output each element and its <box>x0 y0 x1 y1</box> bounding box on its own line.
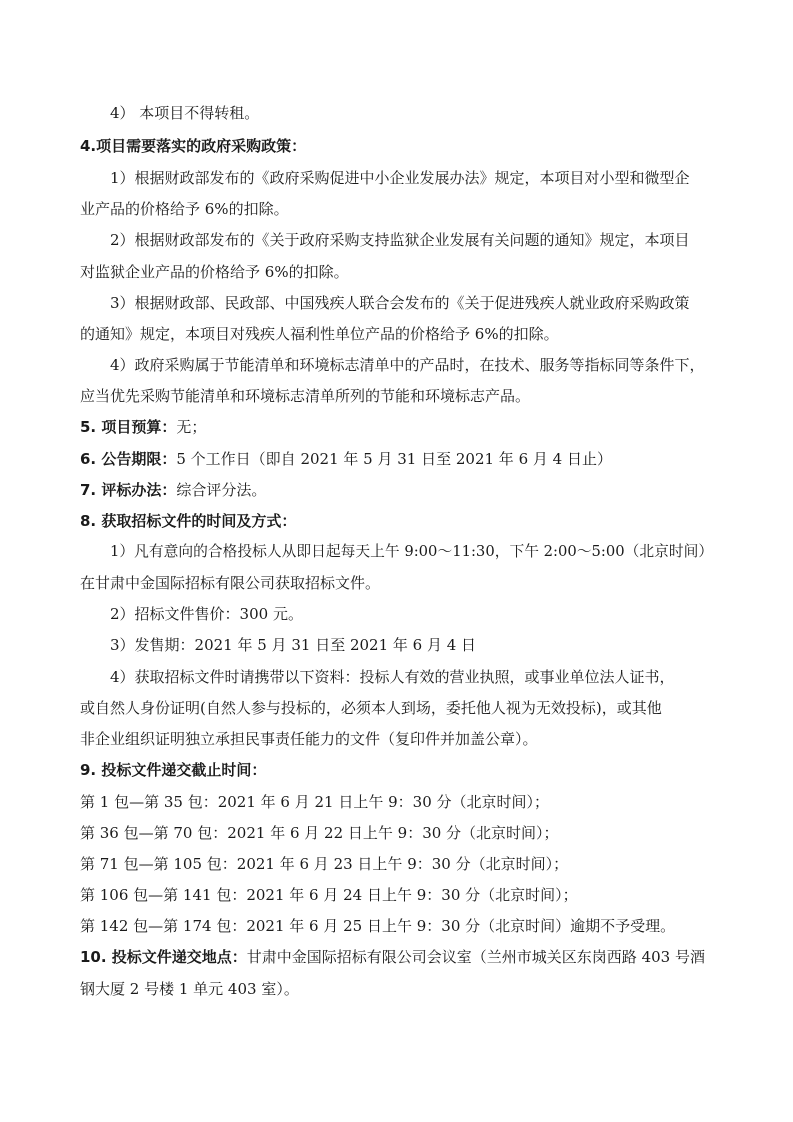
obtain-line-4: 3）发售期：2021 年 5 月 31 日至 2021 年 6 月 4 日 <box>110 636 477 654</box>
budget-label: 5. 项目预算： <box>80 418 177 436</box>
obtain-line-6: 或自然人身份证明(自然人参与投标的，必须本人到场，委托他人视为无效投标)，或其他 <box>80 699 662 717</box>
deadline-line-4: 第 106 包—第 141 包：2021 年 6 月 24 日上午 9：30 分（北京时间）； <box>80 886 578 904</box>
location-value: 甘肃中金国际招标有限公司会议室（兰州市城关区东岗西路 403 号酒 <box>246 948 705 966</box>
location-row <box>80 947 720 967</box>
obtain-line-3: 2）招标文件售价：300 元。 <box>110 605 303 623</box>
location-line-2: 钢大厦 2 号楼 1 单元 403 室）。 <box>80 980 299 998</box>
deadline-line-5: 第 142 包—第 174 包：2021 年 6 月 25 日上午 9：30 分（北京时间）逾期不予受理。 <box>80 917 676 935</box>
policy-1-line-1: 1）根据财政部发布的《政府采购促进中小企业发展办法》规定，本项目对小型和微型企 <box>110 169 690 187</box>
obtain-line-2: 在甘肃中金国际招标有限公司获取招标文件。 <box>80 574 381 592</box>
obtain-line-1: 1）凡有意向的合格投标人从即日起每天上午 9:00～11:30，下午 2:00～5:00（北京时间） <box>110 543 714 560</box>
obtain-line-5: 4）获取招标文件时请携带以下资料：投标人有效的营业执照，或事业单位法人证书， <box>110 668 675 686</box>
item-no-sublease: 4） 本项目不得转租。 <box>110 104 260 122</box>
deadline-line-1: 第 1 包—第 35 包：2021 年 6 月 21 日上午 9：30 分（北京时间）； <box>80 793 550 811</box>
obtain-line-7: 非企业组织证明独立承担民事责任能力的文件（复印件并加盖公章）。 <box>80 730 538 748</box>
policy-4-line-2: 应当优先采购节能清单和环境标志清单所列的节能和环境标志产品。 <box>80 387 531 405</box>
location-label: 10. 投标文件递交地点： <box>80 948 247 966</box>
deadline-line-3: 第 71 包—第 105 包：2021 年 6 月 23 日上午 9：30 分（北京时间）； <box>80 855 569 873</box>
method-value: 综合评分法。 <box>176 481 267 499</box>
method-label: 7. 评标办法： <box>80 481 177 499</box>
period-value: 5 个工作日（即自 2021 年 5 月 31 日至 2021 年 6 月 4 日止） <box>176 450 612 468</box>
section-8-heading: 8. 获取招标文件的时间及方式： <box>80 512 297 530</box>
policy-2-line-2: 对监狱企业产品的价格给予 6%的扣除。 <box>80 263 349 281</box>
policy-2-line-1: 2）根据财政部发布的《关于政府采购支持监狱企业发展有关问题的通知》规定，本项目 <box>110 231 690 249</box>
policy-1-line-2: 业产品的价格给予 6%的扣除。 <box>80 200 289 218</box>
section-4-heading: 4.项目需要落实的政府采购政策： <box>80 137 307 155</box>
period-label: 6. 公告期限： <box>80 450 177 468</box>
policy-3-line-1: 3）根据财政部、民政部、中国残疾人联合会发布的《关于促进残疾人就业政府采购政策 <box>110 294 690 312</box>
budget-value: 无； <box>176 418 207 436</box>
period-row <box>80 449 720 469</box>
policy-4-line-1: 4）政府采购属于节能清单和环境标志清单中的产品时，在技术、服务等指标同等条件下， <box>110 356 705 374</box>
policy-3-line-2: 的通知》规定，本项目对残疾人福利性单位产品的价格给予 6%的扣除。 <box>80 325 559 343</box>
deadline-line-2: 第 36 包—第 70 包：2021 年 6 月 22 日上午 9：30 分（北京时间）； <box>80 824 559 842</box>
section-9-heading: 9. 投标文件递交截止时间： <box>80 761 267 779</box>
method-row <box>80 480 720 500</box>
budget-row <box>80 417 720 437</box>
